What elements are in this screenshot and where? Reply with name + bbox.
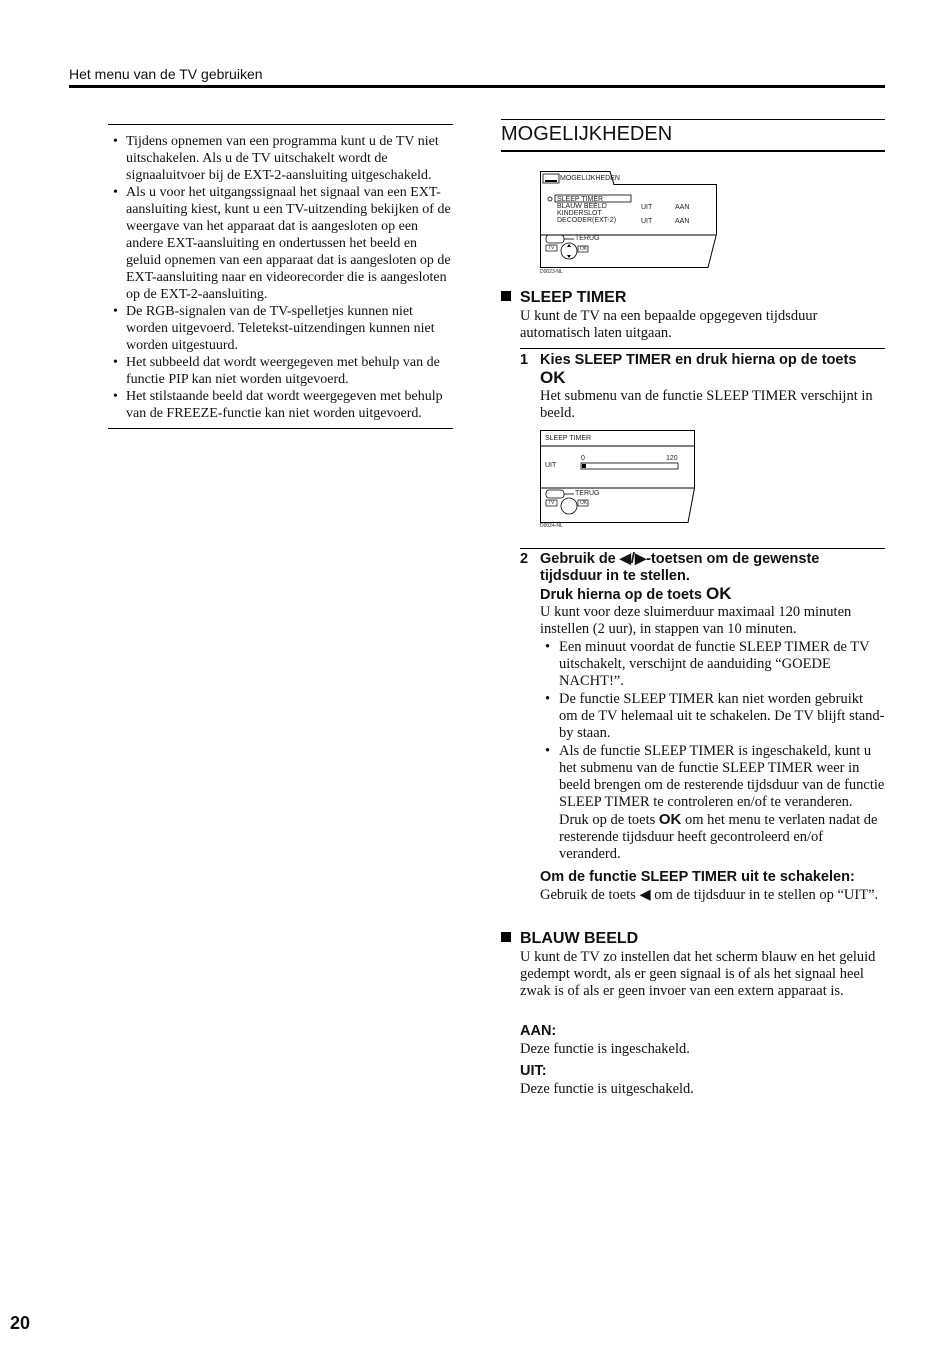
menu1-value-aan: AAN bbox=[675, 218, 690, 225]
sleep-bullets bbox=[540, 639, 885, 863]
ok-key-label: OK bbox=[705, 584, 732, 603]
menu1-value-uit: UIT bbox=[641, 218, 653, 225]
menu1-tv: TV bbox=[548, 245, 555, 251]
page-number: 20 bbox=[10, 1313, 31, 1333]
menu2-frame bbox=[540, 430, 700, 524]
note-item: • De RGB-signalen van de TV-spelletjes kunnen niet worden uitgevoerd. Teletekst-uitzendingen kunnen niet worden uitgestuurd. bbox=[108, 303, 453, 354]
menu1-terug: TERUG bbox=[575, 235, 600, 242]
menu-screen-mogelijkheden bbox=[540, 168, 720, 276]
note-item: • Het subbeeld dat wordt weergegeven met behulp van de functie PIP kan niet worden uitgevoerd. bbox=[108, 354, 453, 388]
step2-instruction bbox=[540, 551, 870, 604]
menu1-item: KINDERSLOT bbox=[557, 210, 602, 217]
sleep-bullet: • De functie SLEEP TIMER kan niet worden gebruikt om de TV helemaal uit te schakelen. De TV blijft stand-by staan. bbox=[540, 691, 885, 742]
menu1-code: D0023-NL bbox=[540, 269, 563, 275]
blauw-intro: U kunt de TV zo instellen dat het scherm blauw en het geluid gedempt wordt, als er geen signaal is of als het signaal heel zwak is of als er geen invoer van een extern apparaat is. bbox=[520, 949, 876, 999]
menu2-uit: UIT bbox=[545, 462, 557, 469]
step-number: 2 bbox=[520, 551, 529, 567]
step2-line2: Druk hierna op de toets bbox=[540, 587, 702, 603]
menu2-terug: TERUG bbox=[575, 490, 600, 497]
bullet3-text-a: Als de functie SLEEP TIMER is ingeschakeld, kunt u het submenu van de functie SLEEP TIMER weer in beeld brengen om de resterende tijdsduur van de functie SLEEP TIMER te controleren en/of te veranderen. Druk op de toets bbox=[559, 743, 885, 828]
divider bbox=[520, 548, 885, 549]
menu2-max: 120 bbox=[666, 455, 678, 462]
menu1-value-aan: AAN bbox=[675, 204, 690, 211]
notes-box bbox=[108, 124, 453, 429]
sleep-bullet: • Een minuut voordat de functie SLEEP TIMER de TV uitschakelt, verschijnt de aanduiding “GOEDE NACHT!”. bbox=[540, 639, 885, 690]
square-bullet-icon bbox=[501, 932, 511, 942]
bullet3-text-b: om het menu te verlaten nadat de resterende tijdsduur heeft gecontroleerd en/of veranderd. bbox=[559, 812, 878, 862]
step2-line1: Gebruik de ◀/▶-toetsen om de gewenste tijdsduur in te stellen. bbox=[540, 551, 820, 584]
step2-description: U kunt voor deze sluimerduur maximaal 120 minuten instellen (2 uur), in stappen van 10 minuten. bbox=[540, 604, 852, 637]
step1-instruction bbox=[540, 352, 885, 388]
square-bullet-icon bbox=[501, 291, 511, 301]
blauw-beeld-heading-text: BLAUW BEELD bbox=[520, 930, 639, 947]
menu1-item: DECODER(EXT-2) bbox=[557, 217, 617, 224]
page-header-title: Het menu van de TV gebruiken bbox=[69, 66, 263, 82]
menu-screen-sleep-timer bbox=[540, 430, 700, 530]
menu2-ok: OK bbox=[580, 500, 588, 506]
uit-text: Deze functie is uitgeschakeld. bbox=[520, 1081, 694, 1097]
menu1-item: SLEEP TIMER bbox=[557, 196, 604, 203]
note-item: • Als u voor het uitgangssignaal het signaal van een EXT-aansluiting kiest, kunt u een TV-uitzending bekijken of de weergave van het apparaat dat is aangesloten op een andere EXT-aansluiting en ondertussen het beeld en geluid opnemen van een apparaat dat is aangesloten op de EXT-aansluiting naar en videorecorder die is aangesloten op de EXT-2-aansluiting. bbox=[108, 184, 453, 303]
header-rule bbox=[69, 85, 885, 88]
menu1-ok: OK bbox=[580, 246, 588, 252]
blauw-beeld-heading bbox=[501, 930, 638, 948]
sleep-off-heading: Om de functie SLEEP TIMER uit te schakelen: bbox=[540, 869, 855, 885]
step-number: 1 bbox=[520, 352, 529, 368]
ok-key-label: OK bbox=[658, 811, 682, 828]
menu2-min: 0 bbox=[581, 455, 585, 462]
aan-label: AAN: bbox=[520, 1023, 557, 1039]
aan-text: Deze functie is ingeschakeld. bbox=[520, 1041, 690, 1057]
note-item: • Het stilstaande beeld dat wordt weergegeven met behulp van de FREEZE-functie kan niet worden uitgevoerd. bbox=[108, 388, 453, 422]
uit-label: UIT: bbox=[520, 1063, 547, 1079]
menu2-code: D0024-NL bbox=[540, 523, 563, 529]
sleep-intro: U kunt de TV na een bepaalde opgegeven tijdsduur automatisch laten uitgaan. bbox=[520, 308, 818, 341]
divider bbox=[520, 348, 885, 349]
menu2-tv: TV bbox=[548, 500, 555, 506]
sleep-timer-heading-text: SLEEP TIMER bbox=[520, 289, 627, 306]
section-title: MOGELIJKHEDEN bbox=[501, 119, 885, 152]
step1-text: Kies SLEEP TIMER en druk hierna op de toets bbox=[540, 352, 857, 368]
menu1-item: BLAUW BEELD bbox=[557, 203, 607, 210]
notes-list bbox=[108, 133, 453, 422]
ok-key-label: OK bbox=[540, 368, 566, 387]
sleep-bullet bbox=[540, 743, 885, 863]
menu1-title: MOGELIJKHEDEN bbox=[560, 175, 620, 182]
menu2-title: SLEEP TIMER bbox=[545, 435, 592, 442]
sleep-timer-heading bbox=[501, 289, 626, 307]
step1-description: Het submenu van de functie SLEEP TIMER verschijnt in beeld. bbox=[540, 388, 873, 421]
note-item: • Tijdens opnemen van een programma kunt u de TV niet uitschakelen. Als u de TV uitschakelt wordt de signaaluitvoer bij de EXT-2-aansluiting uitgeschakeld. bbox=[108, 133, 453, 184]
sleep-off-text: Gebruik de toets ◀ om de tijdsduur in te stellen op “UIT”. bbox=[540, 887, 879, 903]
menu1-value-uit: UIT bbox=[641, 204, 653, 211]
